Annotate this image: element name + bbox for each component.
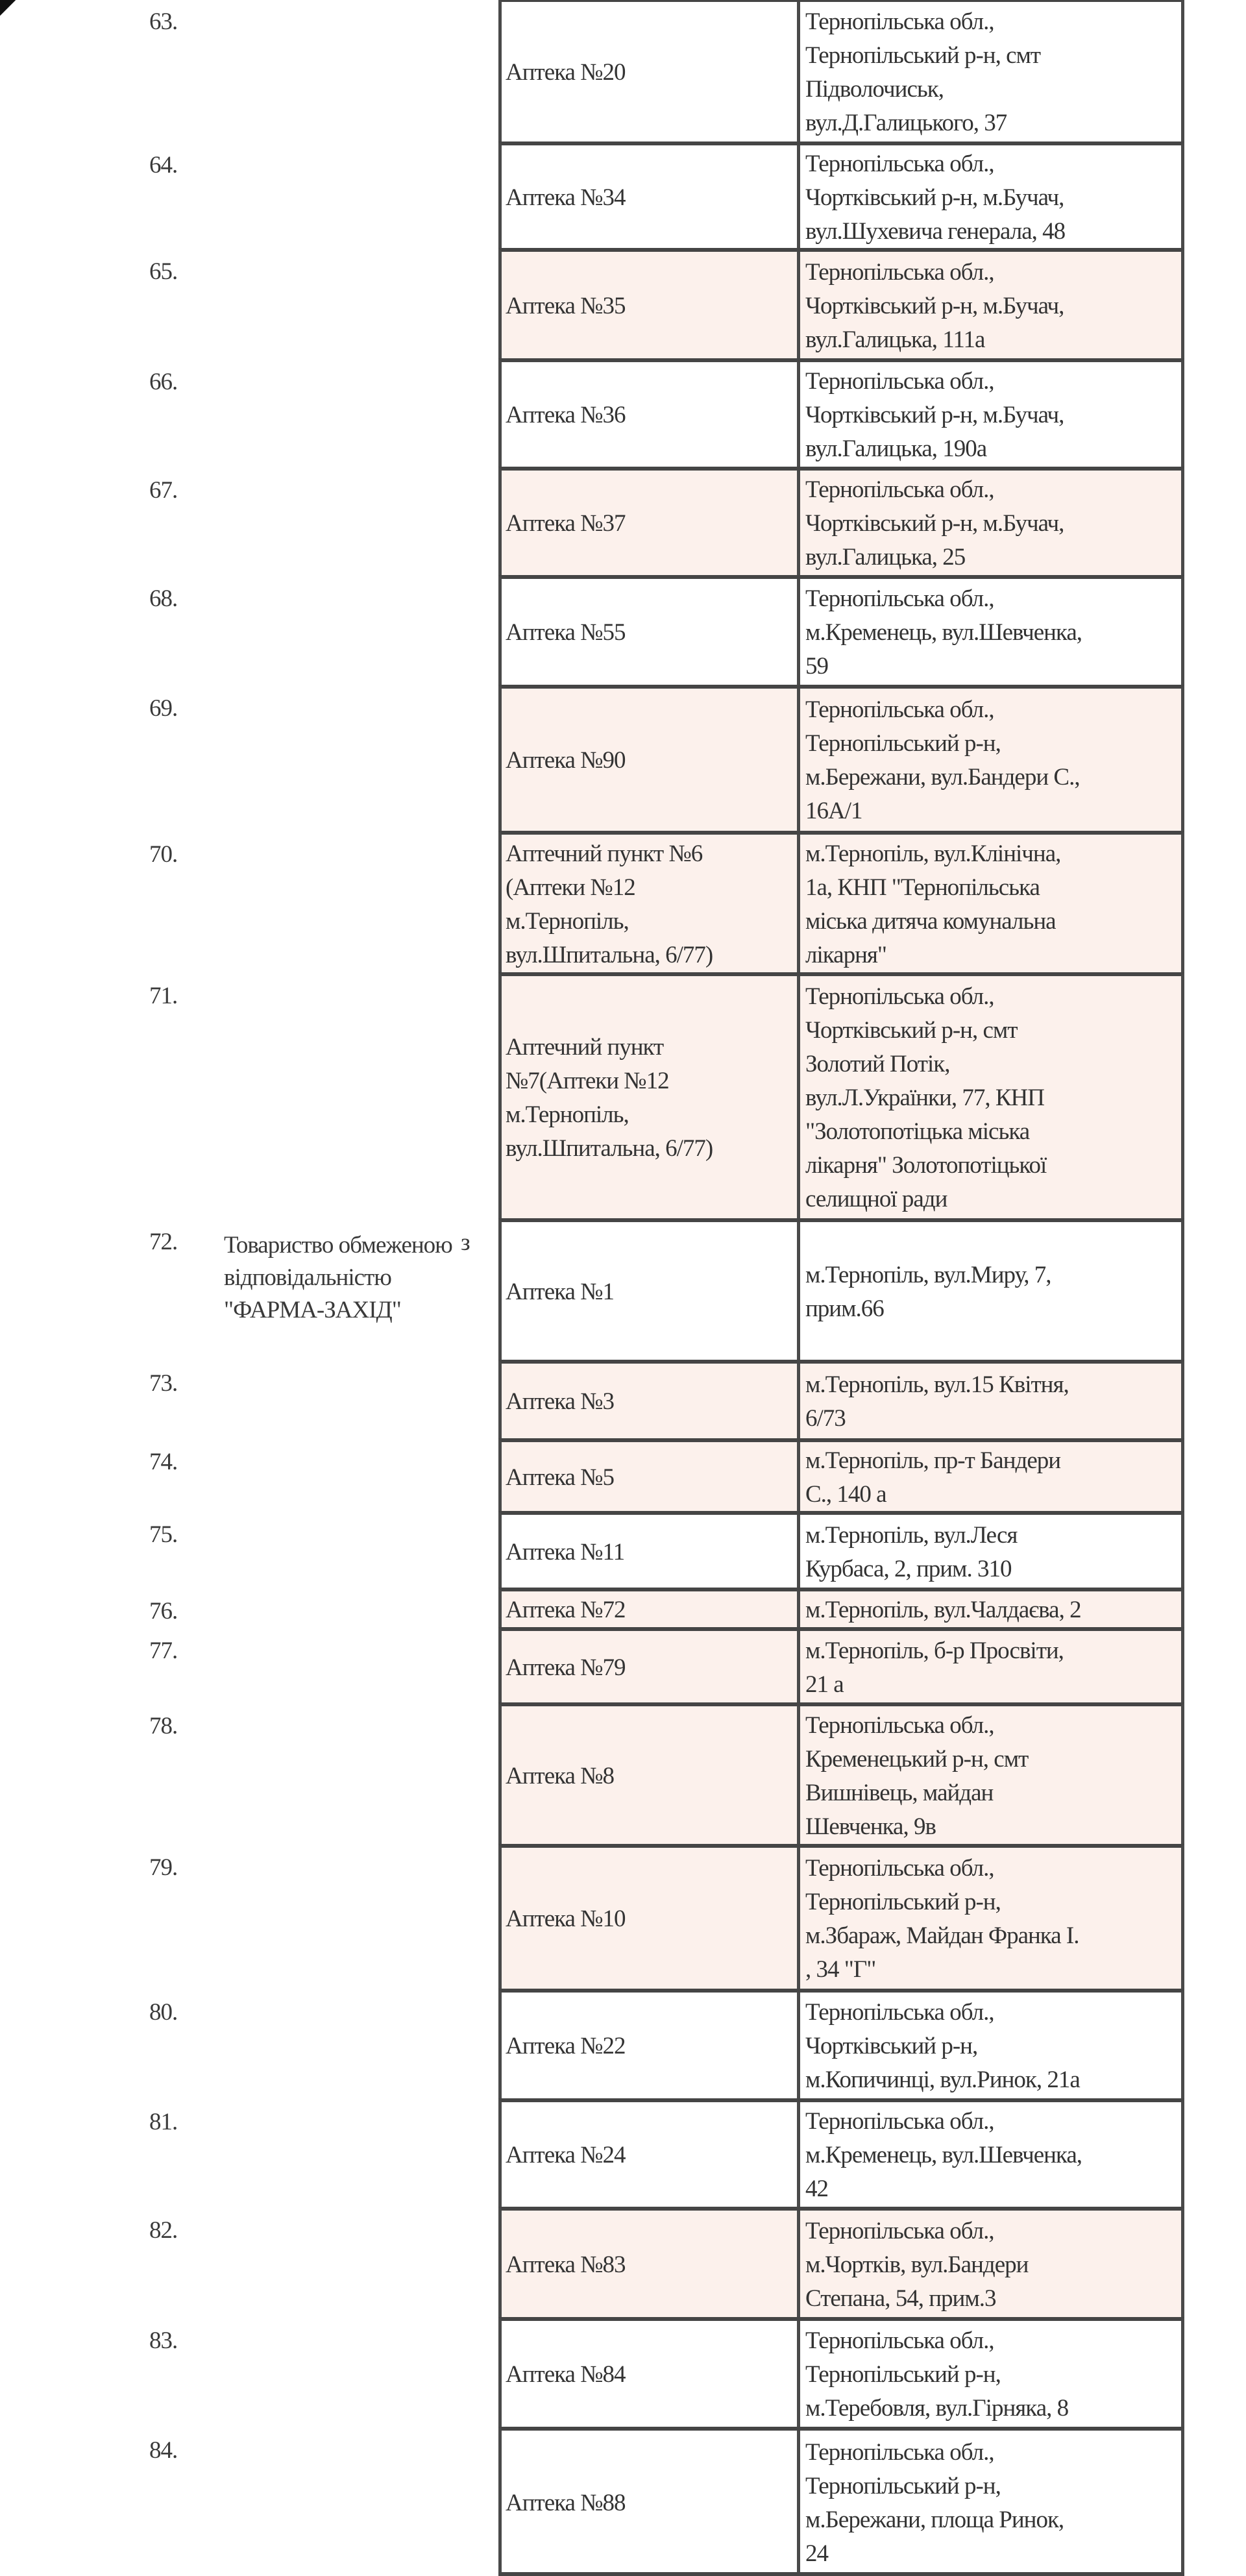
pharmacy-address: Тернопільська обл., м.Кременець, вул.Шевченка, 42: [805, 2108, 1082, 2202]
pharmacy-name-cell: [502, 1442, 800, 1513]
table-row: [498, 1218, 1184, 1362]
pharmacy-name-cell: [502, 2102, 800, 2209]
row-number: 70.: [149, 841, 178, 868]
table-row: [498, 1438, 1184, 1513]
row-number: 78.: [149, 1713, 178, 1739]
pharmacy-address-cell: [800, 1222, 1181, 1362]
pharmacy-name-cell: [502, 2211, 800, 2319]
row-number: 69.: [149, 695, 178, 722]
pharmacy-address: м.Тернопіль, вул.Леся Курбаса, 2, прим. 310: [805, 1521, 1018, 1582]
pharmacy-name: Аптека №22: [506, 2033, 626, 2059]
pharmacy-address-cell: [800, 1631, 1181, 1704]
table-row: [498, 1702, 1184, 1846]
table-row: [498, 972, 1184, 1220]
pharmacy-name-cell: [502, 2431, 800, 2576]
pharmacy-name: Аптечний пункт №7(Аптеки №12 м.Тернопіль, вул.Шпитальна, 6/77): [506, 1034, 713, 1162]
table-row: [498, 685, 1184, 833]
pharmacy-name-cell: [502, 362, 800, 469]
pharmacy-name: Аптека №83: [506, 2251, 626, 2278]
pharmacy-address-cell: [800, 1993, 1181, 2100]
pharmacy-name-cell: [502, 1848, 800, 1991]
pharmacy-name-cell: [502, 1222, 800, 1362]
pharmacy-name-cell: [502, 1591, 800, 1629]
pharmacy-address-cell: [800, 1515, 1181, 1589]
pharmacy-address-cell: [800, 471, 1181, 577]
pharmacy-address: Тернопільська обл., Чортківський р-н, смт Золотий Потік, вул.Л.Українки, 77, КНП "Золотопотіцька міська лікарня" Золотопотіцької селищної ради: [805, 983, 1047, 1212]
pharmacy-name: Аптечний пункт №6 (Аптеки №12 м.Тернопіль, вул.Шпитальна, 6/77): [506, 840, 713, 968]
pharmacy-name: Аптека №72: [506, 1597, 626, 1623]
pharmacy-name: Аптека №36: [506, 402, 626, 428]
row-number: 72.: [149, 1229, 178, 1255]
pharmacy-address: Тернопільська обл., Тернопільський р-н, м.Збараж, Майдан Франка І. , 34 "Г": [805, 1855, 1079, 1983]
pharmacy-name: Аптека №84: [506, 2361, 626, 2388]
pharmacy-name-cell: [502, 2, 800, 143]
pharmacy-address: Тернопільська обл., Тернопільський р-н, м.Бережани, вул.Бандери С., 16А/1: [805, 696, 1080, 824]
company-name: Товариство обмеженою відповідальністю "ФАРМА-ЗАХІД": [224, 1232, 452, 1323]
pharmacy-address-cell: [800, 2211, 1181, 2319]
pharmacy-address: Тернопільська обл., Кременецький р-н, смт Вишнівець, майдан Шевченка, 9в: [805, 1711, 1029, 1840]
pharmacy-name-cell: [502, 1631, 800, 1704]
row-number: 81.: [149, 2109, 178, 2135]
table-bottom-border: [498, 2572, 1184, 2576]
pharmacy-address-cell: [800, 1442, 1181, 1513]
pharmacy-name: Аптека №35: [506, 292, 626, 319]
pharmacy-address: Тернопільська обл., м.Кременець, вул.Шевченка, 59: [805, 585, 1082, 680]
pharmacy-address: Тернопільська обл., Тернопільський р-н, смт Підволочиськ, вул.Д.Галицького, 37: [805, 8, 1041, 136]
row-number: 83.: [149, 2327, 178, 2354]
pharmacy-name-cell: [502, 689, 800, 833]
table-row: [498, 1511, 1184, 1589]
table-row: [498, 2207, 1184, 2319]
pharmacy-name: Аптека №37: [506, 510, 626, 537]
pharmacy-name: Аптека №88: [506, 2490, 626, 2516]
pharmacy-address: м.Тернопіль, вул.Чалдаєва, 2: [805, 1597, 1081, 1623]
row-number: 76.: [149, 1598, 178, 1625]
pharmacy-address: Тернопільська обл., Тернопільський р-н, м.Теребовля, вул.Гірняка, 8: [805, 2327, 1069, 2422]
pharmacy-name: Аптека №5: [506, 1464, 615, 1491]
row-number: 73.: [149, 1370, 178, 1397]
row-number: 63.: [149, 8, 178, 35]
row-number: 71.: [149, 983, 178, 1009]
pharmacy-name: Аптека №3: [506, 1388, 615, 1415]
pharmacy-address-cell: [800, 2102, 1181, 2209]
pharmacy-name-cell: [502, 1993, 800, 2100]
pharmacy-address-cell: [800, 689, 1181, 833]
pharmacy-address: Тернопільська обл., Чортківський р-н, м.Бучач, вул.Шухевича генерала, 48: [805, 150, 1066, 245]
table-row: [498, 141, 1184, 250]
pharmacy-address: м.Тернопіль, вул.Клінічна, 1а, КНП "Тернопільська міська дитяча комунальна лікарня": [805, 840, 1061, 968]
pharmacy-address: Тернопільська обл., Чортківський р-н, м.Бучач, вул.Галицька, 25: [805, 476, 1064, 570]
pharmacy-name-cell: [502, 1706, 800, 1846]
pharmacy-address: м.Тернопіль, пр-т Бандери С., 140 а: [805, 1447, 1061, 1508]
pharmacy-table: [498, 0, 1184, 2576]
pharmacy-address-cell: [800, 835, 1181, 974]
table-row: [498, 1627, 1184, 1704]
pharmacy-address-cell: [800, 976, 1181, 1220]
pharmacy-address-cell: [800, 252, 1181, 360]
pharmacy-address-cell: [800, 2431, 1181, 2576]
pharmacy-name: Аптека №90: [506, 747, 626, 774]
pharmacy-name-cell: [502, 145, 800, 250]
pharmacy-name-cell: [502, 2321, 800, 2429]
table-row: [498, 358, 1184, 469]
table-row: [498, 1844, 1184, 1991]
table-row: [498, 831, 1184, 974]
table-row: [498, 467, 1184, 577]
pharmacy-address-cell: [800, 579, 1181, 687]
table-row: [498, 2098, 1184, 2209]
pharmacy-name-cell: [502, 1364, 800, 1440]
pharmacy-name: Аптека №55: [506, 619, 626, 646]
pharmacy-address: Тернопільська обл., м.Чортків, вул.Бандери Степана, 54, прим.3: [805, 2217, 1029, 2312]
pharmacy-name: Аптека №1: [506, 1278, 615, 1305]
row-number: 74.: [149, 1449, 178, 1475]
pharmacy-name: Аптека №34: [506, 184, 626, 211]
row-number: 77.: [149, 1638, 178, 1664]
table-row: [498, 575, 1184, 687]
row-number: 79.: [149, 1854, 178, 1881]
pharmacy-name: Аптека №20: [506, 59, 626, 86]
pharmacy-name: Аптека №10: [506, 1906, 626, 1932]
pharmacy-name: Аптека №79: [506, 1654, 626, 1681]
company-name-suffix: з: [461, 1229, 470, 1256]
row-number: 66.: [149, 369, 178, 395]
corner-mark: [0, 0, 17, 22]
pharmacy-name: Аптека №11: [506, 1538, 625, 1565]
pharmacy-name-cell: [502, 471, 800, 577]
pharmacy-address-cell: [800, 2321, 1181, 2429]
pharmacy-address-cell: [800, 1848, 1181, 1991]
pharmacy-name-cell: [502, 835, 800, 974]
row-number: 68.: [149, 585, 178, 612]
table-row: [498, 0, 1184, 143]
pharmacy-name-cell: [502, 976, 800, 1220]
pharmacy-name-cell: [502, 252, 800, 360]
table-row: [498, 1360, 1184, 1440]
row-number: 64.: [149, 152, 178, 178]
row-number: 80.: [149, 1999, 178, 2026]
pharmacy-address: м.Тернопіль, б-р Просвіти, 21 а: [805, 1637, 1064, 1698]
pharmacy-address-cell: [800, 1706, 1181, 1846]
table-row: [498, 2317, 1184, 2429]
pharmacy-address: Тернопільська обл., Чортківський р-н, м.Бучач, вул.Галицька, 111а: [805, 258, 1064, 353]
pharmacy-address: Тернопільська обл., Чортківський р-н, м.Бучач, вул.Галицька, 190а: [805, 368, 1064, 462]
table-row: [498, 1588, 1184, 1629]
pharmacy-address-cell: [800, 145, 1181, 250]
pharmacy-name-cell: [502, 1515, 800, 1589]
table-row: [498, 1989, 1184, 2100]
row-number: 75.: [149, 1521, 178, 1548]
table-row: [498, 248, 1184, 360]
pharmacy-name: Аптека №8: [506, 1762, 615, 1789]
pharmacy-name-cell: [502, 579, 800, 687]
pharmacy-name: Аптека №24: [506, 2142, 626, 2168]
pharmacy-address: м.Тернопіль, вул.15 Квітня, 6/73: [805, 1371, 1069, 1432]
pharmacy-address-cell: [800, 362, 1181, 469]
pharmacy-address-cell: [800, 1364, 1181, 1440]
pharmacy-address-cell: [800, 1591, 1181, 1629]
row-number: 67.: [149, 477, 178, 504]
pharmacy-address-cell: [800, 2, 1181, 143]
row-number: 65.: [149, 258, 178, 285]
row-number: 82.: [149, 2217, 178, 2244]
table-row: [498, 2427, 1184, 2576]
pharmacy-address: м.Тернопіль, вул.Миру, 7, прим.66: [805, 1261, 1051, 1322]
pharmacy-address: Тернопільська обл., Чортківський р-н, м.Копичинці, вул.Ринок, 21а: [805, 1999, 1080, 2093]
pharmacy-address: Тернопільська обл., Тернопільський р-н, м.Бережани, площа Ринок, 24: [805, 2439, 1064, 2567]
row-number: 84.: [149, 2437, 178, 2464]
